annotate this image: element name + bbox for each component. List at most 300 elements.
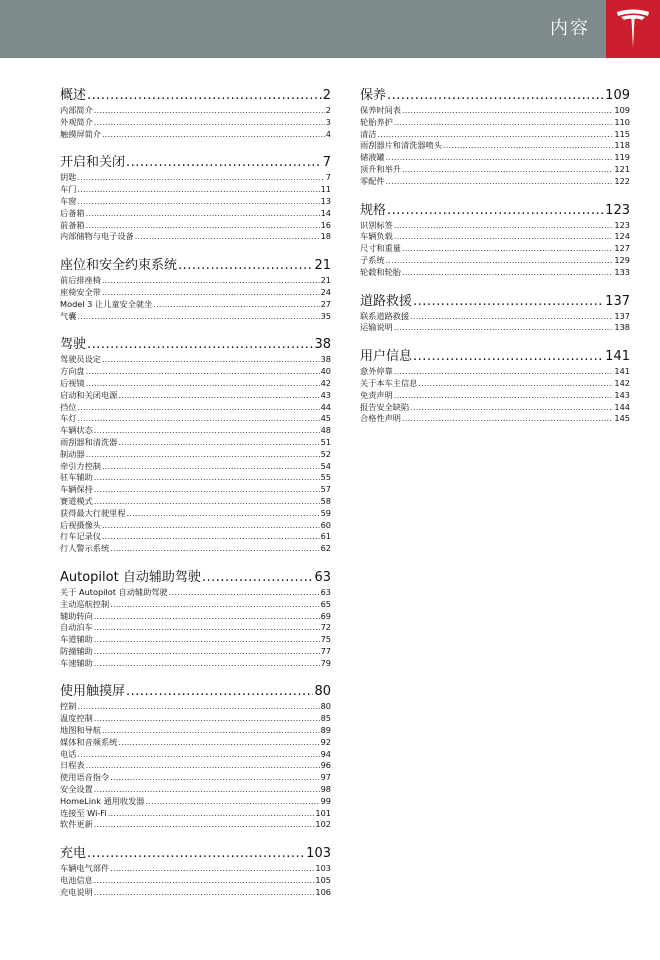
toc-section-title: 使用触摸屏: [60, 684, 126, 700]
toc-entry-page: 85: [320, 713, 331, 724]
toc-entry-page: 121: [614, 163, 630, 174]
toc-dot-leader: [77, 701, 319, 713]
toc-dot-leader: [387, 203, 604, 218]
toc-entry-page: 142: [614, 377, 630, 388]
toc-entry-title: 触摸屏简介: [60, 128, 101, 139]
toc-dot-leader: [394, 322, 614, 334]
toc-dot-leader: [87, 88, 322, 103]
toc-dot-leader: [394, 231, 614, 243]
toc-dot-leader: [135, 231, 320, 243]
toc-entry-page: 44: [320, 401, 331, 412]
toc-dot-leader: [402, 243, 613, 255]
toc-entry[interactable]: [60, 658, 331, 670]
toc-entry[interactable]: [360, 129, 630, 141]
toc-entry-title: 合格性声明: [360, 413, 401, 424]
toc-entry[interactable]: [60, 366, 331, 378]
toc-dot-leader: [394, 117, 614, 129]
toc-entry[interactable]: [60, 275, 331, 287]
toc-entry-page: 119: [614, 152, 630, 163]
toc-entry-title: 温度控制: [60, 713, 93, 724]
toc-entry-title: 清洁: [360, 128, 377, 139]
toc-entry-page: 72: [320, 622, 331, 633]
toc-section: [60, 333, 331, 555]
toc-entry-title: 行人警示系统: [60, 543, 110, 554]
toc-dot-leader: [94, 819, 315, 831]
toc-section-heading[interactable]: [60, 254, 331, 274]
toc-entry[interactable]: [60, 737, 331, 749]
toc-entry[interactable]: [360, 176, 630, 188]
toc-entry-page: 109: [614, 105, 630, 115]
toc-entry[interactable]: [360, 413, 630, 425]
toc-section: [60, 84, 331, 140]
toc-entry-title: 主动巡航控制: [60, 598, 110, 609]
toc-dot-leader: [110, 863, 314, 875]
toc-entry[interactable]: [60, 796, 331, 808]
toc-dot-leader: [387, 88, 604, 103]
toc-dot-leader: [94, 496, 320, 508]
toc-dot-leader: [386, 152, 614, 164]
toc-entry-page: 77: [320, 645, 331, 656]
toc-dot-leader: [94, 472, 320, 484]
toc-section-title: 概述: [60, 88, 87, 103]
toc-entry[interactable]: [60, 354, 331, 366]
toc-entry-title: 后视镜: [60, 377, 85, 388]
toc-entry[interactable]: [60, 875, 331, 887]
toc-entry-title: HomeLink 通用收发器: [60, 795, 145, 806]
toc-entry-title: 车辆保持: [60, 484, 93, 495]
toc-entry-page: 11: [320, 184, 331, 195]
toc-entry-page: 124: [614, 231, 630, 242]
toc-dot-leader: [102, 520, 320, 532]
toc-section: [60, 254, 331, 322]
toc-dot-leader: [126, 684, 313, 699]
toc-section: [60, 566, 331, 670]
toc-section-page: 123: [605, 202, 630, 218]
toc-dot-leader: [386, 176, 614, 188]
toc-entry-page: 35: [320, 310, 331, 321]
toc-entry[interactable]: [60, 378, 331, 390]
toc-entry-page: 61: [320, 531, 331, 542]
toc-dot-leader: [402, 413, 613, 425]
toc-entry-page: 145: [614, 413, 630, 424]
toc-section-heading[interactable]: [60, 680, 331, 700]
toc-entry-title: 联系道路救援: [360, 310, 410, 321]
toc-entry-page: 16: [320, 219, 331, 230]
toc-dot-leader: [169, 587, 320, 599]
toc-entry-page: 129: [614, 254, 630, 265]
toc-entry-title: 媒体和音频系统: [60, 736, 118, 747]
toc-entry-page: 69: [320, 610, 331, 621]
toc-dot-leader: [86, 208, 320, 220]
toc-entry-title: 连接至 Wi-Fi: [60, 807, 107, 818]
toc-entry-page: 57: [320, 484, 331, 495]
tesla-logo-icon: [615, 8, 651, 50]
toc-dot-leader: [77, 184, 319, 196]
toc-entry[interactable]: [60, 437, 331, 449]
toc-section-heading[interactable]: [360, 290, 630, 310]
toc-entry[interactable]: [60, 105, 331, 117]
toc-dot-leader: [86, 378, 320, 390]
toc-section-title: 座位和安全约束系统: [60, 258, 178, 274]
toc-entry[interactable]: [60, 231, 331, 243]
toc-entry-title: 启动和关闭电源: [60, 389, 118, 400]
toc-entry[interactable]: [60, 220, 331, 232]
toc-entry[interactable]: [60, 287, 331, 299]
toc-entry[interactable]: [60, 819, 331, 831]
toc-section-heading[interactable]: [360, 345, 630, 365]
toc-dot-leader: [394, 220, 614, 232]
page-title: 内容: [550, 18, 590, 39]
toc-section: [60, 151, 331, 243]
toc-dot-leader: [110, 599, 319, 611]
toc-entry-title: 轮毂和轮胎: [360, 266, 401, 277]
toc-section-title: 充电: [60, 846, 87, 862]
toc-dot-leader: [108, 808, 315, 820]
toc-entry-page: 62: [320, 543, 331, 554]
toc-dot-leader: [77, 196, 319, 208]
toc-entry-title: 牵引力控制: [60, 460, 101, 471]
toc-section: [360, 345, 630, 425]
toc-entry-page: 14: [320, 207, 331, 218]
toc-entry[interactable]: [60, 784, 331, 796]
toc-entry-page: 143: [614, 389, 630, 400]
toc-dot-leader: [178, 258, 313, 273]
toc-entry[interactable]: [60, 390, 331, 402]
toc-entry[interactable]: [360, 402, 630, 414]
toc-entry[interactable]: [360, 322, 630, 334]
toc-entry-page: 48: [320, 425, 331, 436]
toc-entry-page: 4: [325, 128, 331, 139]
toc-dot-leader: [118, 390, 319, 402]
toc-dot-leader: [126, 155, 322, 170]
toc-entry[interactable]: [60, 299, 331, 311]
toc-column-left: [60, 84, 331, 910]
toc-dot-leader: [94, 646, 320, 658]
toc-dot-leader: [94, 117, 325, 129]
toc-dot-leader: [110, 772, 319, 784]
toc-section-heading[interactable]: [60, 566, 331, 586]
toc-entry[interactable]: [360, 164, 630, 176]
toc-entry-title: 使用语音指令: [60, 772, 110, 783]
toc-entry[interactable]: [60, 129, 331, 141]
toc-entry-title: 储液罐: [360, 152, 385, 163]
toc-dot-leader: [94, 611, 320, 623]
toc-dot-leader: [394, 366, 614, 378]
toc-dot-leader: [77, 749, 319, 761]
toc-entry-page: 42: [320, 377, 331, 388]
toc-entry[interactable]: [60, 887, 331, 899]
toc-entry[interactable]: [60, 543, 331, 555]
toc-entry-title: 安全设置: [60, 784, 93, 795]
toc-dot-leader: [413, 349, 604, 364]
toc-entry[interactable]: [360, 366, 630, 378]
toc-entry-title: 日程表: [60, 760, 85, 771]
toc-entry-title: 车辆电气部件: [60, 863, 110, 874]
toc-entry-page: 60: [320, 519, 331, 530]
toc-dot-leader: [413, 294, 604, 309]
toc-entry-title: 保养时间表: [360, 105, 401, 115]
toc-entry-page: 102: [315, 819, 331, 830]
toc-entry-title: 气囊: [60, 310, 77, 321]
toc-entry-page: 13: [320, 195, 331, 206]
toc-entry-page: 54: [320, 460, 331, 471]
toc-entry-title: 零配件: [360, 175, 385, 186]
toc-entry-page: 21: [320, 275, 331, 286]
toc-entry-title: 关于本车主信息: [360, 377, 418, 388]
toc-dot-leader: [86, 220, 320, 232]
toc-section-title: 保养: [360, 88, 387, 103]
toc-entry[interactable]: [360, 267, 630, 279]
toc-section-page: 80: [314, 684, 331, 700]
toc-entry-title: 识别标签: [360, 219, 393, 230]
toc-section-heading[interactable]: [60, 151, 331, 171]
toc-section-heading[interactable]: [60, 842, 331, 862]
toc-entry-title: 子系统: [360, 254, 385, 265]
toc-entry-title: 挡位: [60, 401, 77, 412]
toc-entry-page: 133: [614, 266, 630, 277]
toc-dot-leader: [394, 390, 614, 402]
toc-entry[interactable]: [60, 713, 331, 725]
toc-entry[interactable]: [60, 749, 331, 761]
toc-entry-page: 105: [315, 875, 331, 886]
toc-entry[interactable]: [60, 484, 331, 496]
toc-dot-leader: [153, 299, 319, 311]
toc-entry[interactable]: [360, 243, 630, 255]
toc-dot-leader: [118, 437, 319, 449]
toc-entry[interactable]: [360, 390, 630, 402]
toc-entry-title: 行车记录仪: [60, 531, 101, 542]
toc-dot-leader: [118, 737, 319, 749]
toc-entry-page: 103: [315, 863, 331, 874]
toc-entry-title: 座椅安全带: [60, 286, 101, 297]
toc-section-page: 109: [605, 88, 630, 103]
toc-entry[interactable]: [60, 863, 331, 875]
toc-entry-page: 52: [320, 448, 331, 459]
toc-dot-leader: [86, 760, 320, 772]
toc-dot-leader: [94, 875, 315, 887]
toc-entry[interactable]: [60, 772, 331, 784]
toc-entry[interactable]: [60, 184, 331, 196]
toc-entry-title: 辅助转向: [60, 610, 93, 621]
toc-entry-page: 92: [320, 736, 331, 747]
toc-entry-title: 雨刮器和清洗器: [60, 436, 118, 447]
toc-section-page: 2: [322, 88, 331, 103]
toc-entry-page: 99: [320, 795, 331, 806]
toc-entry-title: 车辆状态: [60, 425, 93, 436]
toc-entry-page: 137: [614, 310, 630, 321]
toc-section-heading[interactable]: [60, 333, 331, 353]
toc-dot-leader: [77, 172, 324, 184]
toc-entry-title: 后备箱: [60, 207, 85, 218]
toc-entry[interactable]: [360, 140, 630, 152]
toc-dot-leader: [443, 140, 613, 152]
toc-entry[interactable]: [60, 461, 331, 473]
toc-entry[interactable]: [60, 425, 331, 437]
toc-dot-leader: [402, 164, 613, 176]
toc-entry-title: 车速辅助: [60, 657, 93, 668]
toc-dot-leader: [87, 337, 313, 352]
toc-entry[interactable]: [60, 208, 331, 220]
toc-dot-leader: [102, 129, 325, 141]
toc-section-page: 137: [605, 293, 630, 309]
toc-entry-page: 2: [325, 105, 331, 115]
toc-entry[interactable]: [60, 472, 331, 484]
toc-section-title: 规格: [360, 202, 387, 218]
toc-entry[interactable]: [60, 196, 331, 208]
toc-dot-leader: [410, 402, 613, 414]
toc-entry-title: 软件更新: [60, 819, 93, 830]
toc-section-title: 开启和关闭: [60, 155, 126, 171]
toc-entry[interactable]: [60, 508, 331, 520]
toc-dot-leader: [402, 105, 613, 117]
toc-dot-leader: [77, 402, 319, 414]
toc-entry[interactable]: [360, 105, 630, 117]
toc-entry[interactable]: [360, 231, 630, 243]
toc-entry-title: 顶升和举升: [360, 163, 401, 174]
toc-dot-leader: [102, 275, 320, 287]
toc-entry[interactable]: [60, 413, 331, 425]
toc-entry[interactable]: [60, 760, 331, 772]
toc-entry[interactable]: [60, 701, 331, 713]
toc-entry-title: 报告安全缺陷: [360, 401, 410, 412]
toc-entry-title: 驾驶员设定: [60, 354, 101, 365]
toc-entry-title: 前后排座椅: [60, 275, 101, 286]
toc-entry[interactable]: [60, 611, 331, 623]
toc-entry-title: 外观简介: [60, 116, 93, 127]
toc-entry[interactable]: [60, 622, 331, 634]
toc-entry[interactable]: [360, 220, 630, 232]
toc-entry[interactable]: [60, 646, 331, 658]
toc-entry-page: 18: [320, 231, 331, 242]
toc-entry-page: 45: [320, 413, 331, 424]
toc-entry-title: 自动泊车: [60, 622, 93, 633]
toc-entry-page: 89: [320, 725, 331, 736]
toc-entry[interactable]: [360, 311, 630, 323]
toc-entry[interactable]: [60, 520, 331, 532]
toc-entry-page: 55: [320, 472, 331, 483]
toc-entry-title: 车窗: [60, 195, 77, 206]
toc-entry[interactable]: [60, 496, 331, 508]
toc-dot-leader: [110, 543, 319, 555]
toc-dot-leader: [94, 713, 320, 725]
toc-entry-page: 115: [614, 128, 630, 139]
toc-entry-title: 制动器: [60, 448, 85, 459]
toc-entry-title: 防撞辅助: [60, 645, 93, 656]
toc-entry-page: 96: [320, 760, 331, 771]
toc-dot-leader: [102, 354, 320, 366]
toc-entry-title: 车道辅助: [60, 634, 93, 645]
toc-entry-page: 101: [315, 807, 331, 818]
toc-entry[interactable]: [60, 599, 331, 611]
toc-section-page: 141: [605, 349, 630, 365]
toc-dot-leader: [102, 461, 320, 473]
toc-entry[interactable]: [60, 449, 331, 461]
toc-entry[interactable]: [360, 255, 630, 267]
toc-dot-leader: [410, 311, 613, 323]
toc-entry[interactable]: [60, 311, 331, 323]
toc-section: [360, 84, 630, 188]
toc-entry-page: 144: [614, 401, 630, 412]
toc-entry-title: 后视摄像头: [60, 519, 101, 530]
toc-entry-page: 43: [320, 389, 331, 400]
toc-section-heading[interactable]: [360, 199, 630, 219]
toc-entry-title: 控制: [60, 701, 77, 712]
logo-box: [606, 0, 660, 58]
toc-entry-title: Model 3 让儿童安全就坐: [60, 298, 153, 309]
toc-entry-title: 车灯: [60, 413, 77, 424]
toc-entry[interactable]: [60, 808, 331, 820]
toc-entry[interactable]: [360, 152, 630, 164]
toc-dot-leader: [94, 425, 320, 437]
toc-entry-title: 运输说明: [360, 322, 393, 333]
toc-dot-leader: [94, 658, 320, 670]
toc-entry[interactable]: [360, 117, 630, 129]
toc-dot-leader: [386, 255, 614, 267]
toc-entry-title: 尺寸和重量: [360, 243, 401, 254]
toc-dot-leader: [102, 287, 320, 299]
toc-entry-title: 前备箱: [60, 219, 85, 230]
toc-section-page: 7: [322, 155, 331, 171]
toc-section-heading[interactable]: [60, 84, 331, 104]
toc-dot-leader: [102, 725, 320, 737]
toc-entry-page: 58: [320, 495, 331, 506]
toc-dot-leader: [402, 267, 613, 279]
toc-entry-page: 106: [315, 886, 331, 897]
toc-entry-page: 97: [320, 772, 331, 783]
toc-dot-leader: [77, 311, 319, 323]
toc-section-heading[interactable]: [360, 84, 630, 104]
toc-entry-title: 地图和导航: [60, 725, 101, 736]
toc-entry-page: 80: [320, 701, 331, 712]
toc-dot-leader: [202, 570, 314, 585]
toc-entry[interactable]: [60, 531, 331, 543]
toc-section: [60, 680, 331, 831]
toc-section: [360, 199, 630, 279]
toc-dot-leader: [87, 846, 305, 861]
toc-entry[interactable]: [60, 117, 331, 129]
toc-entry[interactable]: [360, 378, 630, 390]
toc-entry-title: 车辆负载: [360, 231, 393, 242]
toc-dot-leader: [94, 622, 320, 634]
toc-entry-page: 24: [320, 286, 331, 297]
toc-section-page: 63: [314, 569, 331, 585]
toc-entry[interactable]: [60, 402, 331, 414]
toc-dot-leader: [127, 508, 320, 520]
toc-entry[interactable]: [60, 587, 331, 599]
toc-entry-page: 110: [614, 116, 630, 127]
toc-entry-title: 电话: [60, 748, 77, 759]
toc-entry-title: 赛道模式: [60, 495, 93, 506]
toc-entry-page: 75: [320, 634, 331, 645]
toc-entry-page: 40: [320, 366, 331, 377]
toc-section-title: 用户信息: [360, 349, 413, 365]
toc-entry[interactable]: [60, 725, 331, 737]
toc-dot-leader: [94, 634, 320, 646]
toc-entry-title: 充电说明: [60, 886, 93, 897]
header-bar: [0, 0, 660, 58]
toc-dot-leader: [94, 105, 325, 117]
toc-dot-leader: [94, 887, 315, 899]
toc-entry[interactable]: [60, 172, 331, 184]
toc-entry-page: 51: [320, 436, 331, 447]
toc-entry-title: 轮胎养护: [360, 116, 393, 127]
toc-entry-page: 79: [320, 657, 331, 668]
toc-entry-page: 98: [320, 784, 331, 795]
toc-section: [60, 842, 331, 898]
toc-entry[interactable]: [60, 634, 331, 646]
toc-entry-title: 驻车辅助: [60, 472, 93, 483]
toc-dot-leader: [77, 413, 319, 425]
